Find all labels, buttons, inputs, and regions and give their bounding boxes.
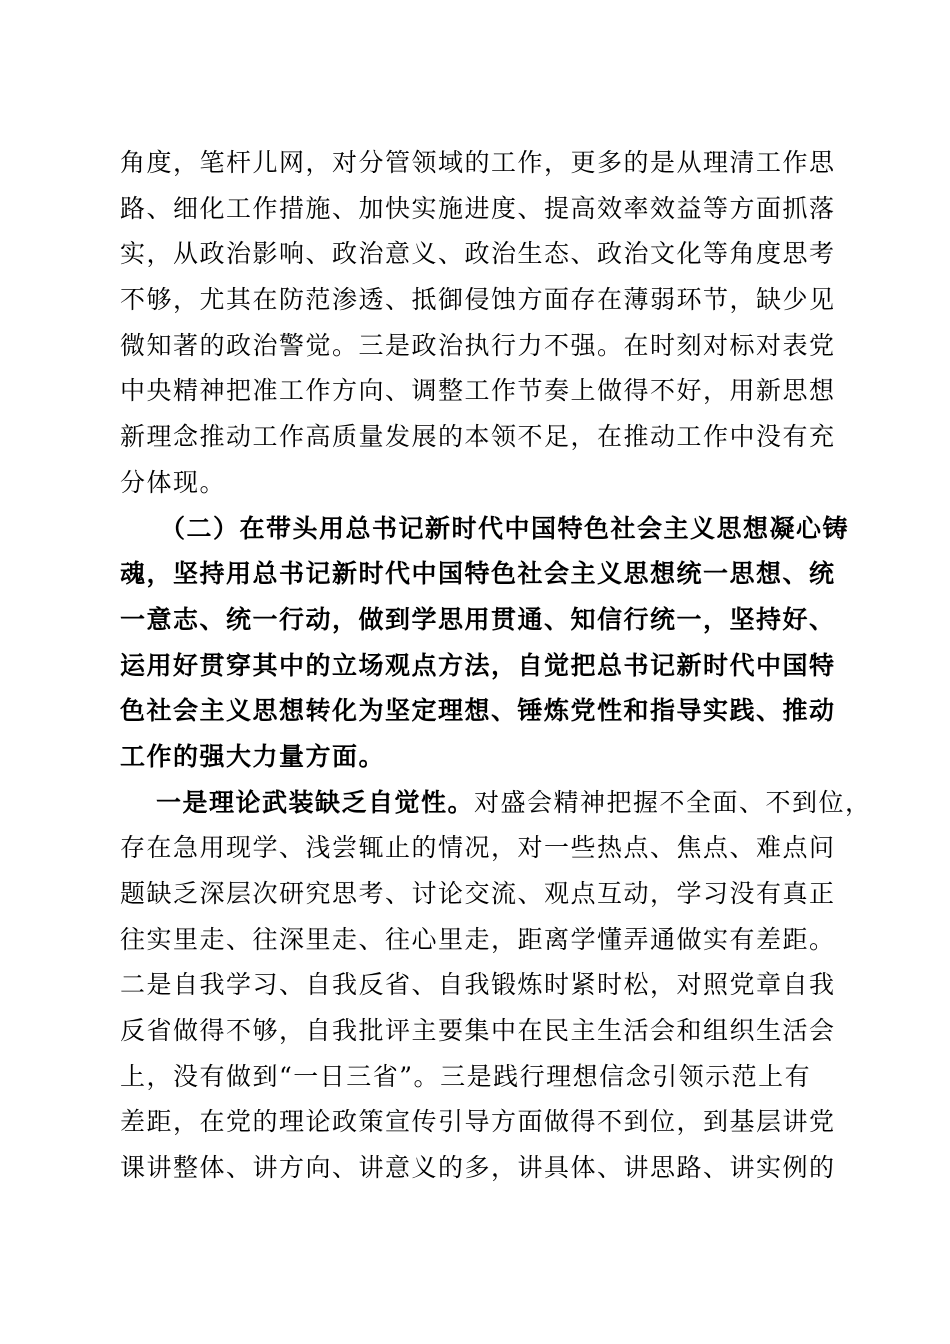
text-line: 上，没有做到“一日三省”。三是践行理想信念引领示范上有 <box>120 1061 812 1091</box>
paragraph-1 <box>120 140 835 506</box>
text-line: 不够，尤其在防范渗透、抵御侵蚀方面存在薄弱环节，缺少见 <box>120 285 836 315</box>
text-line: 反省做得不够，自我批评主要集中在民主生活会和组织生活会 <box>120 1016 836 1046</box>
lead-bold-text: 一是理论武装缺乏自觉性。 <box>156 787 475 817</box>
text-line: 微知著的政治警觉。三是政治执行力不强。在时刻对标对表党 <box>120 330 836 360</box>
text-line: 实，从政治影响、政治意义、政治生态、政治文化等角度思考 <box>120 239 836 269</box>
text-line: 新理念推动工作高质量发展的本领不足，在推动工作中没有充 <box>120 422 836 452</box>
text-line: 题缺乏深层次研究思考、讨论交流、观点互动，学习没有真正 <box>120 879 836 908</box>
heading-line: 工作的强大力量方面。 <box>120 741 386 771</box>
text-line: 中央精神把准工作方向、调整工作节奏上做得不好，用新思想 <box>120 376 836 406</box>
paragraph-3 <box>120 780 872 1191</box>
document-body <box>120 140 872 1191</box>
heading-line: 色社会主义思想转化为坚定理想、锤炼党性和指导实践、推动 <box>120 696 836 726</box>
text-line: 路、细化工作措施、加快实施进度、提高效率效益等方面抓落 <box>120 193 836 223</box>
text-line <box>120 780 872 826</box>
text-line: 存在急用现学、浅尝辄止的情况，对一些热点、焦点、难点问 <box>120 833 836 863</box>
text-line: 角度，笔杆儿网，对分管领域的工作，更多的是从理清工作思 <box>120 148 836 177</box>
section-heading-2 <box>120 506 850 780</box>
heading-line: 魂，坚持用总书记新时代中国特色社会主义思想统一思想、统 <box>120 559 836 589</box>
lead-rest-text: 对盛会精神把握不全面、不到位， <box>474 787 872 817</box>
text-line: 差距，在党的理论政策宣传引导方面做得不到位，到基层讲党 <box>120 1107 836 1137</box>
heading-line: （二）在带头用总书记新时代中国特色社会主义思想凝心铸 <box>160 513 850 543</box>
text-line: 课讲整体、讲方向、讲意义的多，讲具体、讲思路、讲实例的 <box>120 1153 836 1183</box>
text-line: 分体现。 <box>120 467 227 497</box>
text-line: 二是自我学习、自我反省、自我锻炼时紧时松，对照党章自我 <box>120 970 836 1000</box>
text-line: 往实里走、往深里走、往心里走，距离学懂弄通做实有差距。 <box>120 924 836 954</box>
heading-line: 运用好贯穿其中的立场观点方法，自觉把总书记新时代中国特 <box>120 650 836 680</box>
heading-line: 一意志、统一行动，做到学思用贯通、知信行统一，坚持好、 <box>120 604 836 634</box>
